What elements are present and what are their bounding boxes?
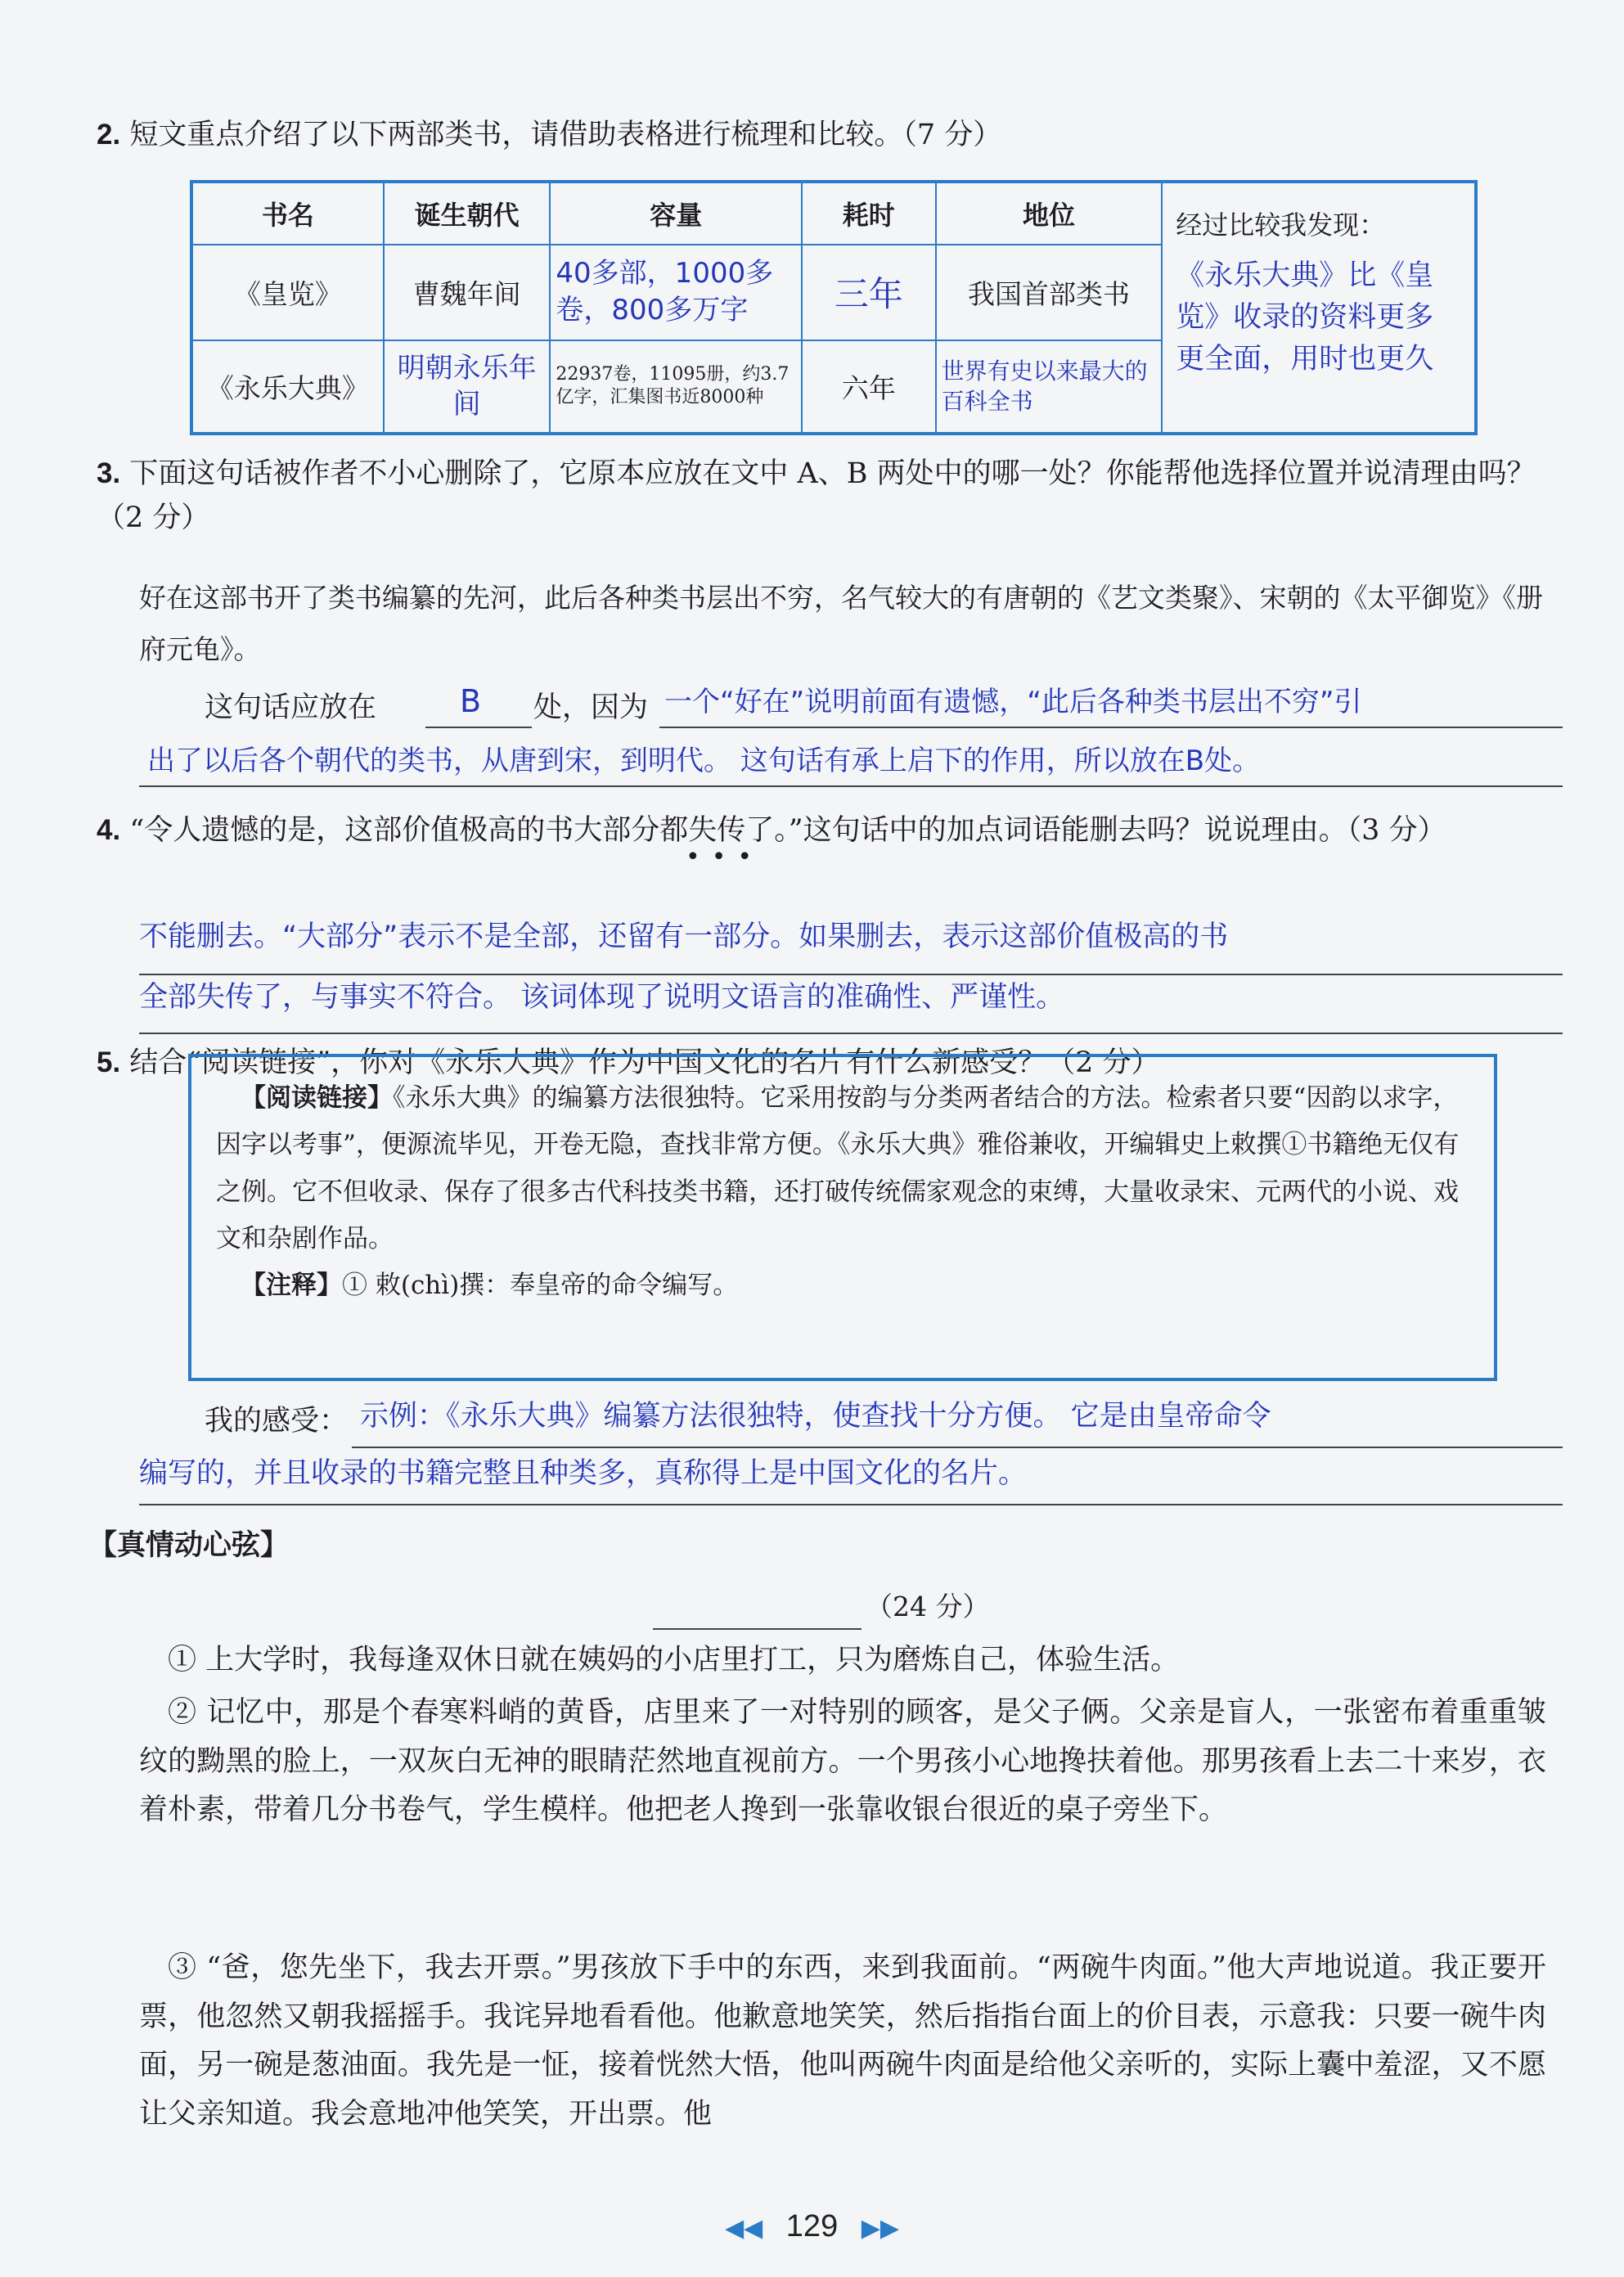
annotation-text: ① 敕(chì)撰：奉皇帝的命令编写。 [342,1271,739,1301]
title-blank-line [653,1628,861,1630]
page-footer [0,2209,1624,2244]
book-name: 《皇览》 [191,245,384,340]
status-answer[interactable]: 世界有史以来最大的百科全书 [936,340,1163,434]
reading-link-paragraph [216,1075,1469,1262]
question-4 [97,808,1561,853]
table-header: 容量 [550,182,802,245]
time-answer[interactable]: 三年 [802,245,936,340]
page-number: 129 [785,2209,839,2243]
reading-link-text: 《永乐大典》的编纂方法很独特。它采用按韵与分类两者结合的方法。检索者只要“因韵以求字，因字以考事”，便源流毕见，开卷无隐，查找非常方便。《永乐大典》雅俗兼收，开编辑史上敕撰①书籍绝无仅有之例。它不但收录、保存了很多古代科技类书籍，还打破传统儒家观念的束缚，大量收录宋、元两代的小说、戏文和杂剧作品。 [216,1083,1460,1254]
story-paragraph-3: ③ “爸，您先坐下，我去开票。”男孩放下手中的东西，来到我面前。“两碗牛肉面。”他大声地说道。我正要开票，他忽然又朝我摇摇手。我诧异地看看他。他歉意地笑笑，然后指指台面上的价目表，示意我：只要一碗牛肉面，另一碗是葱油面。我先是一怔，接着恍然大悟，他叫两碗牛肉面是给他父亲听的，实际上囊中羞涩，又不愿让父亲知道。我会意地冲他笑笑，开出票。他 [139,1951,1546,2131]
table-header: 书名 [191,182,384,245]
feeling-answer-line-2[interactable]: 编写的，并且收录的书籍完整且种类多，真称得上是中国文化的名片。 [139,1457,1028,1490]
story-paragraph-2: ② 记忆中，那是个春寒料峭的黄昏，店里来了一对特别的顾客，是父子俩。父亲是盲人，一张密布着重重皱纹的黝黑的脸上，一双灰白无神的眼睛茫然地直视前方。一个男孩小心地搀扶着他。那男孩看上去二十来岁，衣着朴素，带着几分书卷气，学生模样。他把老人搀到一张靠收银台很近的桌子旁坐下。 [139,1696,1546,1826]
dynasty-answer[interactable]: 明朝永乐年间 [384,340,551,434]
section-score: （24 分） [866,1591,990,1622]
question-text: 结合“阅读链接”，你对《永乐大典》作为中国文化的名片有什么新感受？（2 分） [129,1046,1160,1079]
answer-blank-line [425,727,532,728]
feeling-prompt: 我的感受： [205,1405,349,1438]
answer-line [139,785,1563,787]
table-header-row [191,182,1476,245]
question-text: 短文重点介绍了以下两部类书，请借助表格进行梳理和比较。（7 分） [129,119,1002,151]
annotation-label: 【注释】 [241,1271,342,1301]
answer-line [139,1504,1563,1505]
dynasty-cell: 曹魏年间 [384,245,551,340]
question-number: 5. [97,1046,121,1078]
status-cell: 我国首部类书 [936,245,1163,340]
deleted-sentence: 好在这部书开了类书编纂的先河，此后各种类书层出不穷，名气较大的有唐朝的《艺文类聚》、宋朝的《太平御览》《册府元龟》。 [139,582,1543,665]
answer-line [659,727,1563,728]
table-header: 耗时 [802,182,936,245]
answer-line [352,1447,1563,1448]
story-paragraph-1: ① 上大学时，我每逢双休日就在姨妈的小店里打工，只为磨炼自己，体验生活。 [168,1644,1180,1676]
question-number: 2. [97,119,121,151]
answer-prompt: 处，因为 [533,691,649,724]
question-text: “令人遗憾的是，这部价值极高的书大部分都失传了。”这句话中的加点词语能删去吗？说说理由。（3 分） [129,814,1446,847]
compare-cell [1162,182,1476,434]
reading-link-label: 【阅读链接】 [241,1083,393,1113]
comparison-table [190,180,1478,435]
reason-answer-line-1[interactable]: 一个“好在”说明前面有遗憾，“此后各种类书层出不穷”引 [664,686,1362,718]
next-page-icon[interactable]: ▶▶ [861,2215,899,2242]
section-title: 【真情动心弦】 [88,1529,290,1562]
question-number: 3. [97,457,121,489]
position-answer[interactable]: B [460,683,482,719]
answer-prompt: 这句话应放在 [205,691,377,724]
reading-link-box [188,1054,1497,1381]
table-header: 地位 [936,182,1163,245]
emphasis-dots: ••• [686,843,764,871]
annotation [216,1262,1469,1309]
time-cell: 六年 [802,340,936,434]
capacity-answer[interactable]: 40多部，1000多卷，800多万字 [550,245,802,340]
compare-label: 经过比较我发现： [1176,209,1386,241]
book-name: 《永乐大典》 [191,340,384,434]
q4-answer-line-2[interactable]: 全部失传了，与事实不符合。 该词体现了说明文语言的准确性、严谨性。 [139,981,1065,1014]
question-3 [97,452,1561,541]
reason-answer-line-2[interactable]: 出了以后各个朝代的类书，从唐到宋，到明代。 这句话有承上启下的作用，所以放在B处。 [147,745,1261,777]
question-text: 下面这句话被作者不小心删除了，它原本应放在文中 A、B 两处中的哪一处？你能帮他选择位置并说清理由吗？（2 分） [97,457,1536,535]
answer-line [139,1033,1563,1034]
capacity-cell: 22937卷，11095册，约3.7亿字，汇集图书近8000种 [550,340,802,434]
question-number: 4. [97,814,121,846]
table-header: 诞生朝代 [384,182,551,245]
prev-page-icon[interactable]: ◀◀ [725,2215,763,2242]
q4-answer-line-1[interactable]: 不能删去。“大部分”表示不是全部，还留有一部分。如果删去，表示这部价值极高的书 [139,920,1229,953]
compare-answer[interactable]: 《永乐大典》比《皇览》收录的资料更多更全面，用时也更久 [1176,259,1434,376]
question-2 [97,113,1536,157]
feeling-answer-line-1[interactable]: 示例：《永乐大典》编纂方法很独特，使查找十分方便。 它是由皇帝命令 [360,1400,1271,1433]
